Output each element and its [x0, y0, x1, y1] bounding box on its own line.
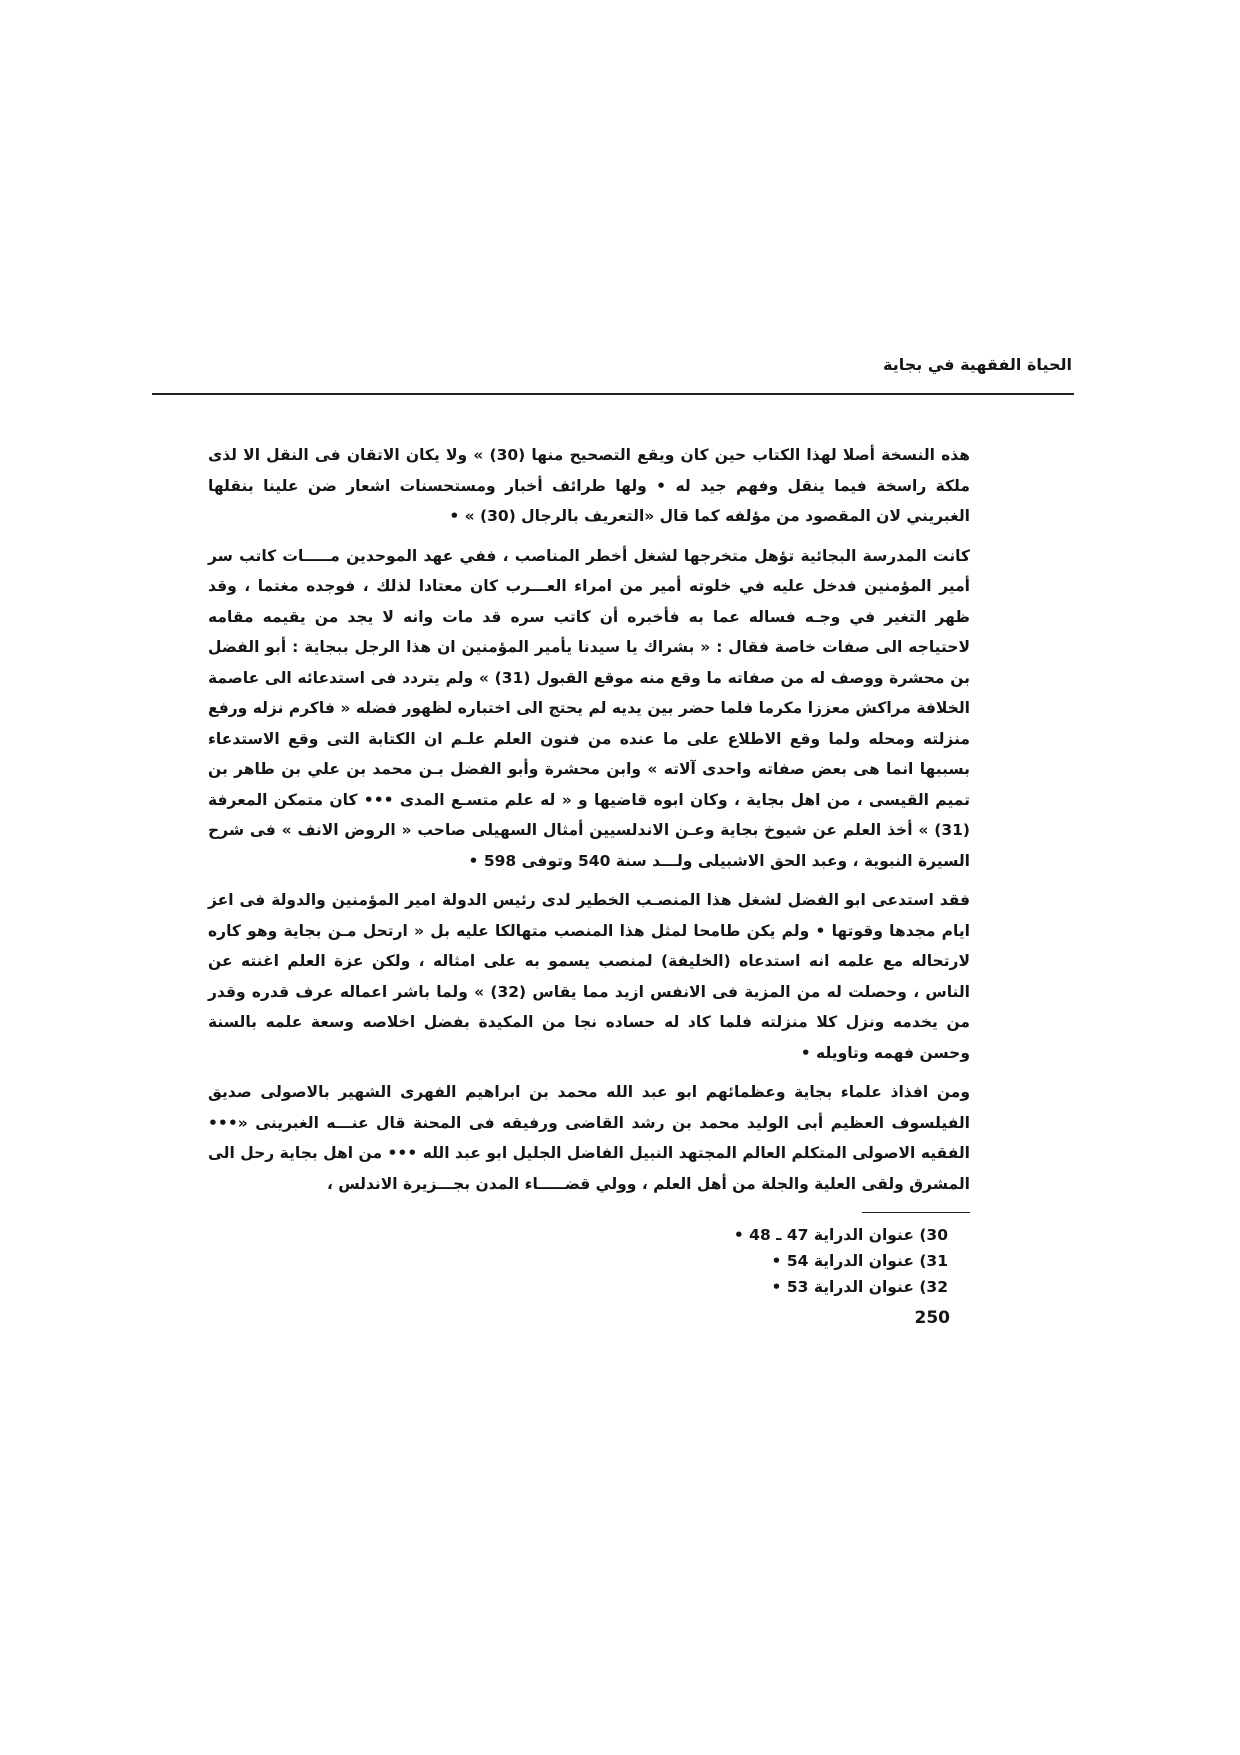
- paragraph-4: ومن افذاذ علماء بجاية وعظمائهم ابو عبد الله محمد بن ابراهيم الفهرى الشهير بالاصولى صديق الفيلسوف العظيم أبى الوليد محمد بن رشد القاضى ورفيقه فى المحنة قال عنـــه الغبرينى «••• الفقيه الاصولى المتكلم العالم المجتهد النبيل الفاضل الجليل ابو عبد الله ••• من اهل بجاية رحل الى المشرق ولقى العلية والجلة من أهل العلم ، وولي قضـــــاء المدن بجـــزيرة الاندلس ،: [208, 1083, 970, 1193]
- paragraph-1: هذه النسخة أصلا لهذا الكتاب حين كان ويقع التصحيح منها (30) » ولا يكان الاتقان فى النقل الا لذى ملكة راسخة فيما ينقل وفهم جيد له • ولها طرائف أخبار ومستحسنات اشعار ضن علينا بنقلها الغبريني لان المقصود من مؤلفه كما قال «التعريف بالرجال (30) » •: [208, 446, 970, 525]
- header-divider: [152, 393, 1074, 395]
- paragraph-3: فقد استدعى ابو الفضل لشغل هذا المنصـب الخطير لدى رئيس الدولة امير المؤمنين والدولة فى اعز ايام مجدها وقوتها • ولم يكن طامحا لمثل هذا المنصب متهالكا عليه بل « ارتحل مـن بجاية وهو كاره لارتحاله مع علمه انه استدعاه (الخليفة) لمنصب يسمو به على امثاله ، ولكن عزة العلم اغنته عن الناس ، وحصلت له من المزية فى الانفس ازيد مما يقاس (32) » ولما باشر اعماله عرف قدره وقدر من يخدمه ونزل كلا منزلته فلما كاد له حساده نجا من المكيدة بفضل اخلاصه وسعة علمه بالسنة وحسن فهمه وتاويله •: [208, 891, 970, 1062]
- body-text: [208, 440, 970, 1208]
- paragraph-2: كانت المدرسة البجائية تؤهل متخرجها لشغل أخطر المناصب ، ففي عهد الموحدين مـــــات كاتب سر أمير المؤمنين فدخل عليه في خلوته أمير من امراء العـــرب كان معتادا لذلك ، فوجده مغتما ، وقد ظهر التغير في وجـه فساله عما به فأخبره أن كاتب سره قد مات وانه لا يجد من يقيمه مقامه لاحتياجه الى صفات خاصة فقال : « بشراك يا سيدنا يأمير المؤمنين ان هذا الرجل ببجاية : أبو الفضل بن محشرة ووصف له من صفاته ما وقع منه موقع القبول (31) » ولم يتردد فى استدعائه الى عاصمة الخلافة مراكش معززا مكرما فلما حضر بين يديه لم يحتج الى اختباره لظهور فضله « فاكرم نزله ورفع منزلته ومحله ولما وقع الاطلاع على ما عنده من فنون العلم علـم ان الكتابة التى وقع الاستدعاء بسببها انما هى بعض صفاته واحدى آلاته » وابن محشرة وأبو الفضل بـن محمد بن علي بن طاهر بن تميم القيسى ، من اهل بجاية ، وكان ابوه قاضيها و « له علم متسـع المدى ••• كان متمكن المعرفة (31) » أخذ العلم عن شيوخ بجاية وعـن الاندلسيين أمثال السهيلى صاحب « الروض الانف » فى شرح السيرة النبوية ، وعبد الحق الاشبيلى ولـــد سنة 540 وتوفى 598 •: [208, 546, 970, 870]
- running-header-title: الحياة الفقهية في بجاية: [883, 355, 1072, 374]
- footnote-30: 30) عنوان الدراية 47 ـ 48 •: [733, 1226, 948, 1244]
- page-number: 250: [914, 1308, 950, 1328]
- footnote-32: 32) عنوان الدراية 53 •: [771, 1278, 948, 1296]
- footnotes: [690, 1222, 948, 1300]
- footnote-31: 31) عنوان الدراية 54 •: [771, 1252, 948, 1270]
- footnote-divider: [862, 1212, 970, 1213]
